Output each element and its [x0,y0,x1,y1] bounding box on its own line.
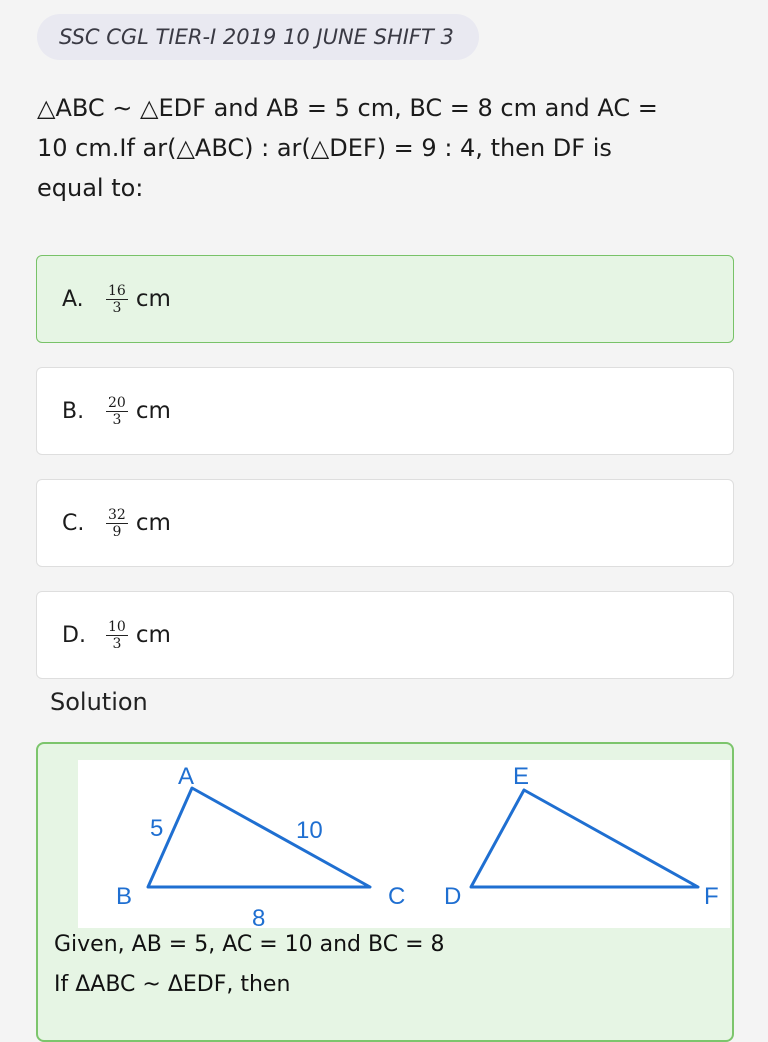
label-f: F [704,883,719,910]
triangle-abc [148,788,370,887]
option-d-letter: D. [62,622,86,648]
solution-line-1: Given, AB = 5, AC = 10 and BC = 8 [54,932,445,957]
solution-title: Solution [50,688,148,716]
option-a-fraction [106,283,128,316]
option-c-numerator: 32 [108,506,126,523]
option-b-numerator: 20 [108,394,126,411]
solution-box [36,742,734,1042]
option-a[interactable] [36,255,734,343]
option-d[interactable] [36,591,734,679]
option-b-letter: B. [62,398,85,424]
option-a-unit: cm [135,286,171,312]
option-c-fraction [106,507,128,540]
option-d-denominator: 3 [112,635,122,652]
label-side-ab: 5 [150,815,164,842]
label-c: C [388,883,406,910]
option-b-unit: cm [135,398,171,424]
question-text [37,88,737,208]
label-b: B [116,883,133,910]
option-c-unit: cm [135,510,171,536]
option-c[interactable] [36,479,734,567]
label-d: D [444,883,462,910]
option-b-fraction [106,395,128,428]
option-d-fraction [106,619,128,652]
option-d-numerator: 10 [108,618,126,635]
option-a-denominator: 3 [112,299,122,316]
option-c-denominator: 9 [112,523,122,540]
label-side-ac: 10 [296,817,323,844]
label-e: E [513,763,530,790]
question-line-1: △ABC ∼ △EDF and AB = 5 cm, BC = 8 cm and AC = [37,94,658,122]
triangles-figure [78,760,730,928]
option-b[interactable] [36,367,734,455]
question-line-2: 10 cm.If ar(△ABC) : ar(△DEF) = 9 : 4, then DF is [37,134,612,162]
exam-tag-text: SSC CGL TIER-I 2019 10 JUNE SHIFT 3 [59,25,454,49]
triangle-edf [471,790,698,887]
option-c-letter: C. [62,510,85,536]
option-d-unit: cm [135,622,171,648]
label-side-bc: 8 [252,905,266,928]
option-a-letter: A. [62,286,84,312]
question-line-3: equal to: [37,174,144,202]
option-b-denominator: 3 [112,411,122,428]
option-a-numerator: 16 [108,282,126,299]
solution-line-2: If ΔABC ~ ΔEDF, then [54,972,291,997]
exam-tag [37,14,479,60]
label-a: A [178,763,195,790]
